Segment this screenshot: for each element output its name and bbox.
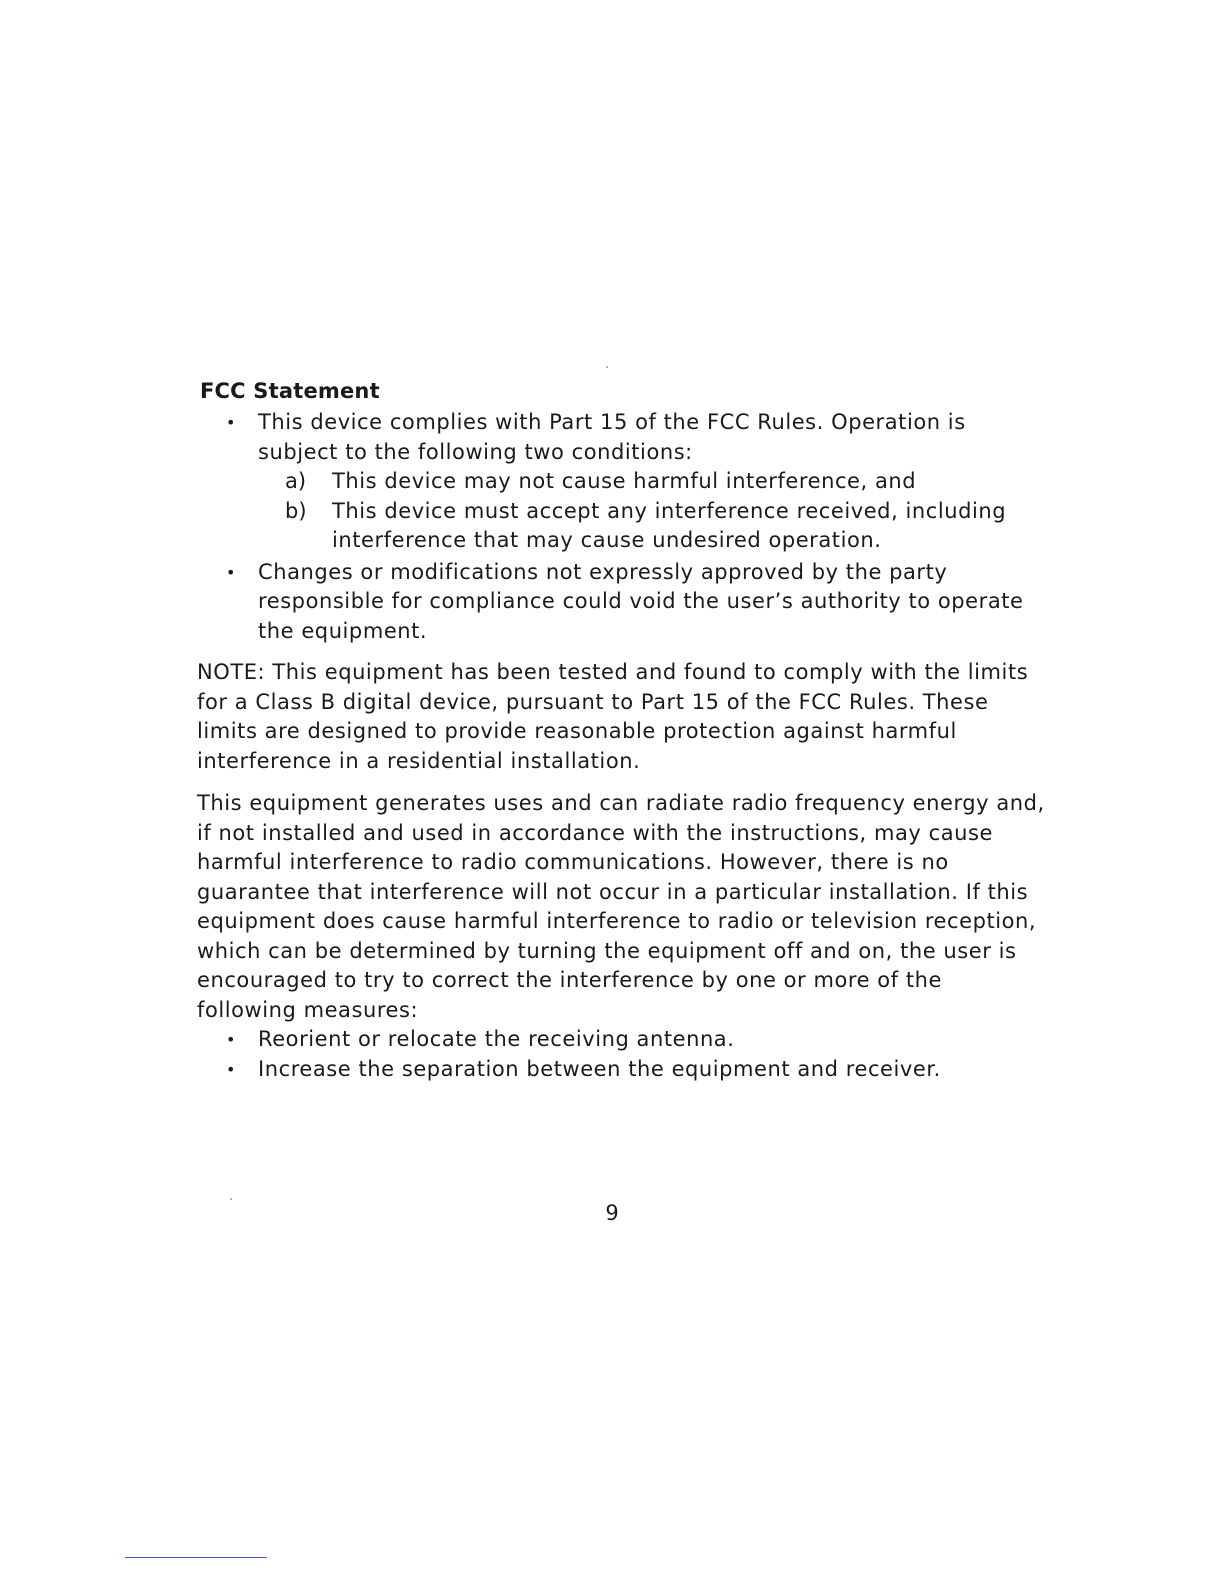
bullet-icon: • [226,1030,236,1049]
interference-paragraph: This equipment generates uses and can radiate radio frequency energy and, if not installed and used in accordance with the instructions, may cause harmful interference to radio communications. However, there is no guarantee that interference will not occur in a particular installation. If this equipment does cause harmful interference to radio or television reception, which can be determined by turning the equipment off and on, the user is encouraged to try to correct the interference by one or more of the following measures: [197,791,1045,1022]
fcc-section [197,376,1047,1084]
list-item [197,1055,1047,1085]
list-item [197,558,1047,647]
page-number: 9 [605,1201,619,1225]
sub-list-item [258,497,1047,556]
note-paragraph: NOTE: This equipment has been tested and found to comply with the limits for a Class B digital device, pursuant to Part 15 of the FCC Rules. These limits are designed to provide reasonable protection against harmful interference in a residential installation. [197,660,1029,773]
list-item [197,408,1047,556]
bullet-icon: • [226,562,236,582]
sub-marker: b) [285,498,307,523]
sub-list-item [258,467,1047,497]
list-item [197,1025,1047,1055]
sub-marker: a) [285,469,307,493]
scan-speck [606,366,608,368]
section-heading: FCC Statement [200,379,380,403]
list-item-text: This device complies with Part 15 of the FCC Rules. Operation is subject to the following two conditions: [258,410,966,464]
bullet-icon: • [226,413,236,432]
list-item-text: Changes or modifications not expressly approved by the party responsible for compliance could void the user’s authority to operate the equipment. [258,559,1024,643]
sub-list-item-text: This device may not cause harmful interference, and [332,469,917,493]
scan-speck [230,1198,232,1200]
bullet-icon: • [226,1059,236,1079]
bottom-rule [125,1557,267,1558]
sub-list-item-text: This device must accept any interference received, including interference that may cause undesired operation. [332,498,1007,552]
sub-conditions-list [258,467,1047,556]
list-item-text: Increase the separation between the equipment and receiver. [258,1056,941,1081]
list-item-text: Reorient or relocate the receiving antenna. [258,1027,735,1051]
measures-list [197,1025,1047,1084]
conditions-list [197,408,1047,646]
